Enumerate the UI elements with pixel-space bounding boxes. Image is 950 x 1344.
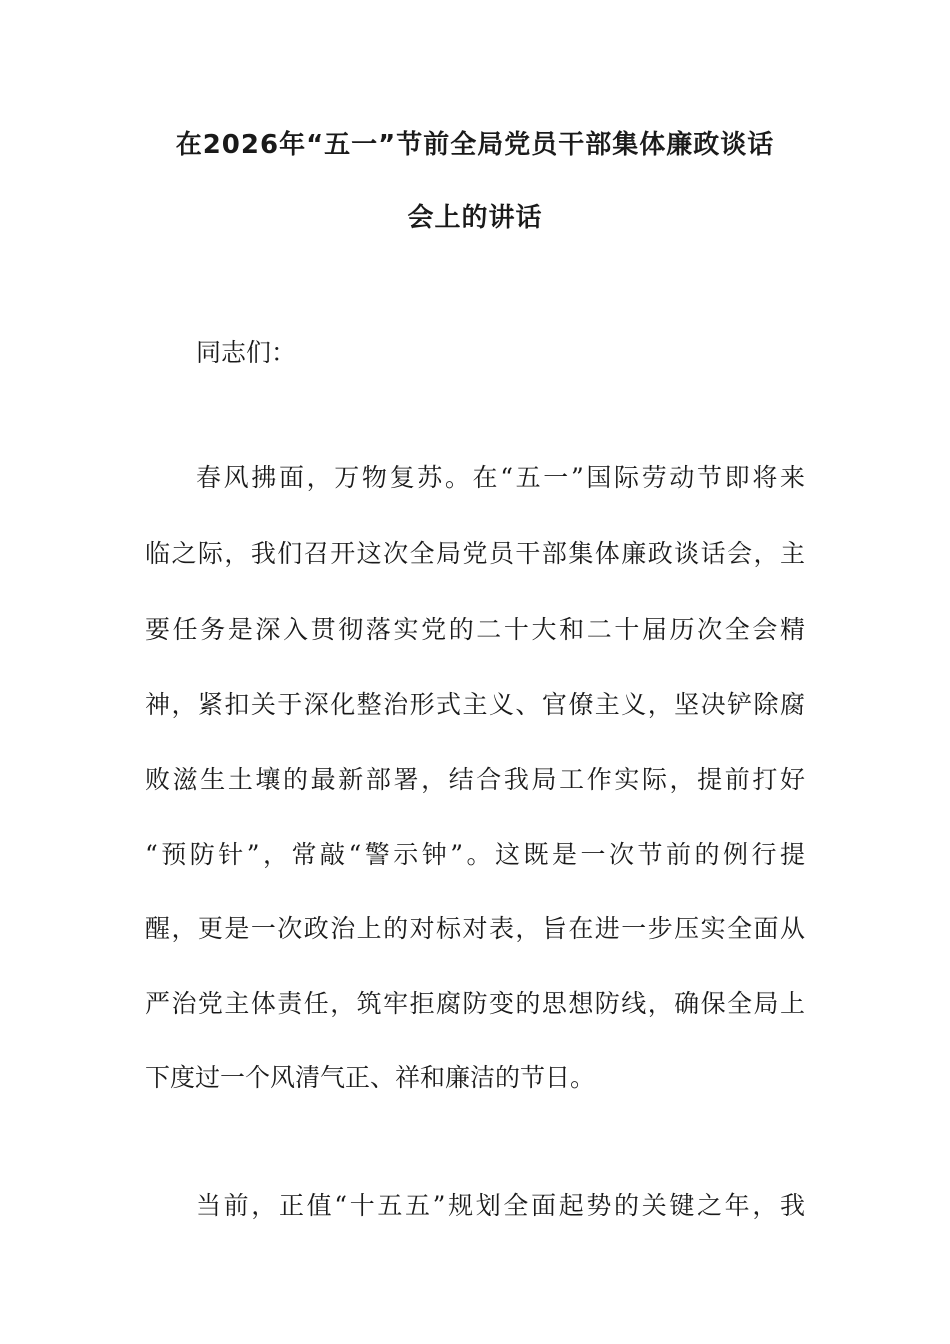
salutation: 同志们： xyxy=(196,338,297,367)
paragraph-1-line: “预防针”，常敲“警示钟”。这既是一次节前的例行提 xyxy=(145,840,805,869)
title-line-2: 会上的讲话 xyxy=(407,203,543,233)
paragraph-1-line: 醒，更是一次政治上的对标对表，旨在进一步压实全面从 xyxy=(145,914,805,943)
title-line-1: 在2026年“五一”节前全局党员干部集体廉政谈话 xyxy=(175,130,775,160)
paragraph-1-line: 下度过一个风清气正、祥和廉洁的节日。 xyxy=(145,1063,596,1092)
paragraph-1-line: 临之际，我们召开这次全局党员干部集体廉政谈话会，主 xyxy=(145,539,805,568)
paragraph-1-line: 严治党主体责任，筑牢拒腐防变的思想防线，确保全局上 xyxy=(145,989,805,1018)
paragraph-1-line: 败滋生土壤的最新部署，结合我局工作实际，提前打好 xyxy=(145,765,805,794)
paragraph-1-line: 春风拂面，万物复苏。在“五一”国际劳动节即将来 xyxy=(196,463,805,492)
paragraph-1-line: 神，紧扣关于深化整治形式主义、官僚主义，坚决铲除腐 xyxy=(145,690,805,719)
paragraph-1-line: 要任务是深入贯彻落实党的二十大和二十届历次全会精 xyxy=(145,615,805,644)
paragraph-2-line: 当前，正值“十五五”规划全面起势的关键之年，我 xyxy=(196,1191,805,1220)
